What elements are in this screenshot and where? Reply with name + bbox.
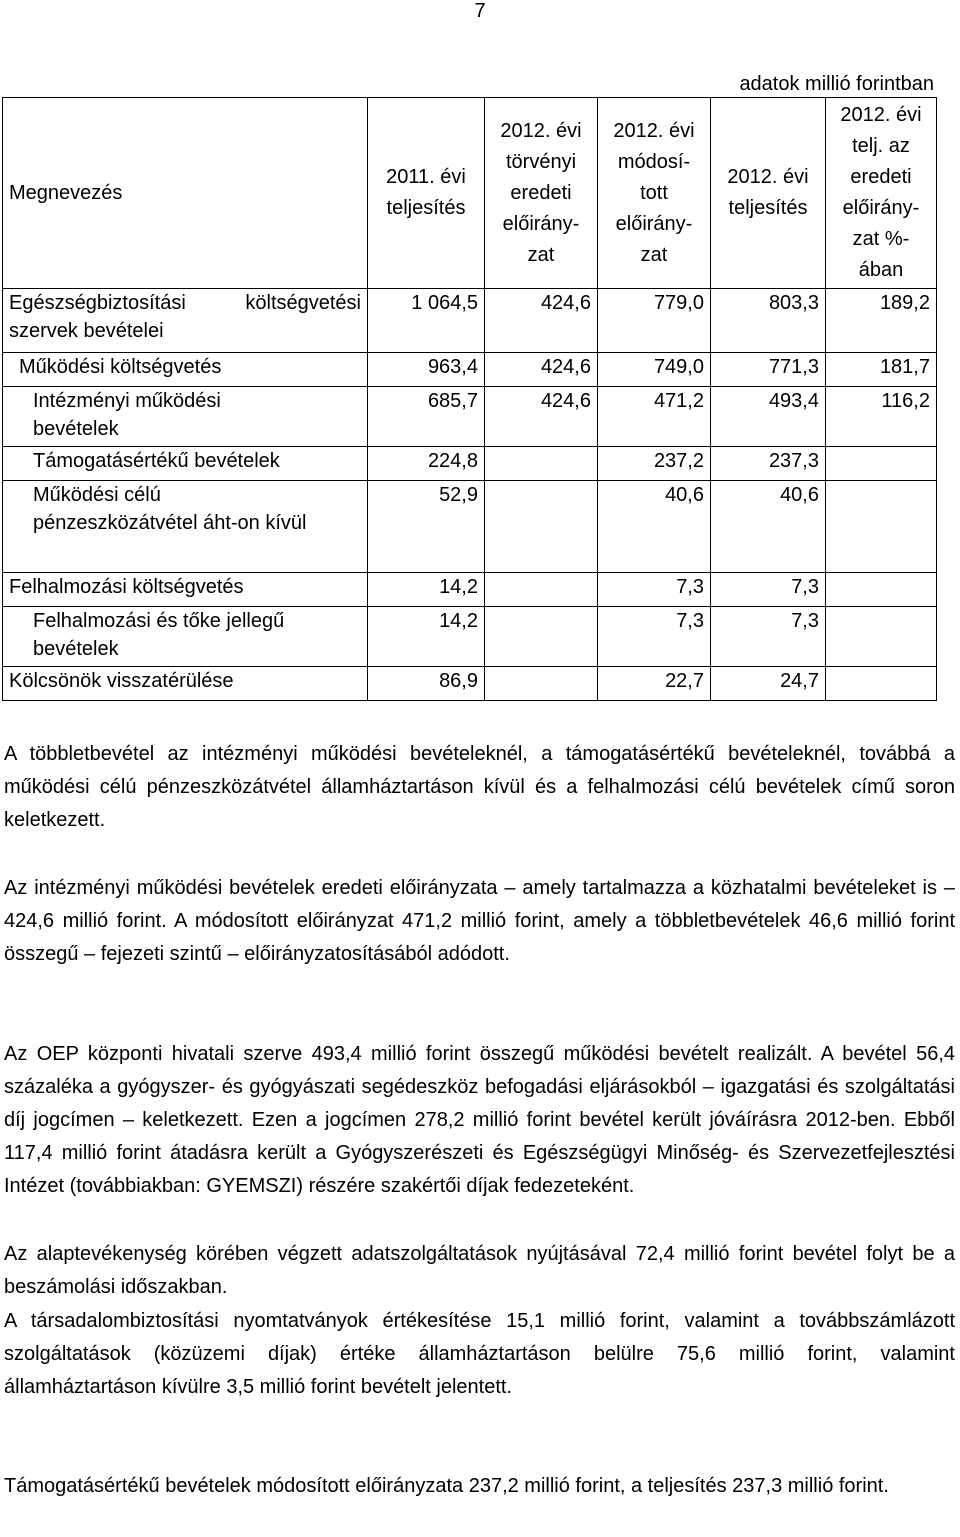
- paragraph-text: Az OEP központi hivatali szerve 493,4 millió forint összegű működési bevételt realizált. A bevétel 56,4 százaléka a gyógyszer- és gyógyászati segédeszköz befogadási eljárásokból – igazgatási és szolgáltatási díj jogcímen – keletkezett. Ezen a jogcímen 278,2 millió forint bevétel került jóváírásra 2012-ben. Ebből 117,4 millió forint átadásra került a Gyógyszerészeti és Egészségügyi Minőség- és Szervezetfejlesztési Intézet (továbbiakban: GYEMSZI) részére szakértői díjak fedezeteként.: [4, 1043, 955, 1197]
- cell-eredeti: [485, 573, 598, 607]
- header-szazalek: 2012. évi telj. az eredeti előirány-zat %-ában: [826, 98, 937, 289]
- cell-szazalek: 181,7: [826, 353, 937, 387]
- header-megnevezes: Megnevezés: [3, 98, 368, 289]
- table-row: [3, 447, 937, 481]
- row-label: Működési költségvetés: [3, 353, 368, 387]
- cell-eredeti: [485, 447, 598, 481]
- cell-szazalek: [826, 667, 937, 701]
- cell-teljesites: 803,3: [711, 289, 826, 353]
- table-row: [3, 481, 937, 573]
- cell-szazalek: [826, 481, 937, 573]
- header-2011-teljesites: 2011. évi teljesítés: [368, 98, 485, 289]
- header-2012-eredeti: 2012. évi törvényi eredeti előirány-zat: [485, 98, 598, 289]
- table-row: [3, 353, 937, 387]
- cell-teljesites: 24,7: [711, 667, 826, 701]
- row-label: Felhalmozási költségvetés: [3, 573, 368, 607]
- row-label: Működési célú pénzeszközátvétel áht-on kívül: [3, 481, 368, 573]
- paragraph-3: [4, 1038, 955, 1203]
- cell-eredeti: [485, 667, 598, 701]
- cell-szazalek: [826, 447, 937, 481]
- cell-teljesites: 40,6: [711, 481, 826, 573]
- cell-2011: 86,9: [368, 667, 485, 701]
- cell-2011: 224,8: [368, 447, 485, 481]
- cell-2011: 14,2: [368, 607, 485, 667]
- unit-note: adatok millió forintban: [739, 73, 934, 95]
- paragraph-text: A többletbevétel az intézményi működési bevételeknél, a támogatásértékű bevételeknél, továbbá a működési célú pénzeszközátvétel államháztartáson kívül és a felhalmozási célú bevételek című soron keletkezett.: [4, 743, 955, 831]
- cell-modositott: 749,0: [598, 353, 711, 387]
- cell-2011: 963,4: [368, 353, 485, 387]
- table-header-row: [3, 98, 937, 289]
- cell-modositott: 22,7: [598, 667, 711, 701]
- cell-eredeti: 424,6: [485, 353, 598, 387]
- cell-modositott: 7,3: [598, 573, 711, 607]
- paragraph-5: [4, 1305, 955, 1404]
- cell-szazalek: 116,2: [826, 387, 937, 447]
- table-row: [3, 667, 937, 701]
- paragraph-text: Az alaptevékenység körében végzett adatszolgáltatások nyújtásával 72,4 millió forint bevétel folyt be a beszámolási időszakban.: [4, 1243, 955, 1298]
- cell-2011: 685,7: [368, 387, 485, 447]
- cell-eredeti: 424,6: [485, 289, 598, 353]
- cell-modositott: 40,6: [598, 481, 711, 573]
- header-2012-modositott: 2012. évi módosí-tott előirány-zat: [598, 98, 711, 289]
- cell-2011: 14,2: [368, 573, 485, 607]
- budget-table: [2, 97, 937, 701]
- cell-modositott: 779,0: [598, 289, 711, 353]
- row-label: Támogatásértékű bevételek: [3, 447, 368, 481]
- header-2012-teljesites: 2012. évi teljesítés: [711, 98, 826, 289]
- cell-2011: 52,9: [368, 481, 485, 573]
- page-number: 7: [474, 0, 486, 22]
- cell-eredeti: [485, 607, 598, 667]
- cell-teljesites: 7,3: [711, 573, 826, 607]
- cell-teljesites: 7,3: [711, 607, 826, 667]
- cell-teljesites: 493,4: [711, 387, 826, 447]
- cell-eredeti: [485, 481, 598, 573]
- row-label: Intézményi működési bevételek: [3, 387, 368, 447]
- row-label: Kölcsönök visszatérülése: [3, 667, 368, 701]
- paragraph-text: A társadalombiztosítási nyomtatványok értékesítése 15,1 millió forint, valamint a továbbszámlázott szolgáltatások (közüzemi díjak) értéke államháztartáson belülre 75,6 millió forint, valamint államháztartáson kívülre 3,5 millió forint bevételt jelentett.: [4, 1310, 955, 1398]
- table-row: [3, 289, 937, 353]
- paragraph-6: [4, 1470, 955, 1503]
- paragraph-text: Támogatásértékű bevételek módosított előirányzata 237,2 millió forint, a teljesítés 237,3 millió forint.: [4, 1475, 889, 1497]
- cell-szazalek: [826, 573, 937, 607]
- cell-modositott: 237,2: [598, 447, 711, 481]
- cell-modositott: 471,2: [598, 387, 711, 447]
- paragraph-2: [4, 872, 955, 971]
- cell-modositott: 7,3: [598, 607, 711, 667]
- row-label: Felhalmozási és tőke jellegű bevételek: [3, 607, 368, 667]
- cell-szazalek: 189,2: [826, 289, 937, 353]
- table-row: [3, 387, 937, 447]
- cell-szazalek: [826, 607, 937, 667]
- table-row: [3, 573, 937, 607]
- cell-eredeti: 424,6: [485, 387, 598, 447]
- paragraph-text: Az intézményi működési bevételek eredeti előirányzata – amely tartalmazza a közhatalmi bevételeket is – 424,6 millió forint. A módosított előirányzat 471,2 millió forint, amely a többletbevételek 46,6 millió forint összegű – fejezeti szintű – előirányzatosításából adódott.: [4, 877, 955, 965]
- row-label: Egészségbiztosítási költségvetési szervek bevételei: [3, 289, 368, 353]
- cell-teljesites: 237,3: [711, 447, 826, 481]
- table-row: [3, 607, 937, 667]
- cell-2011: 1 064,5: [368, 289, 485, 353]
- paragraph-4: [4, 1238, 955, 1304]
- cell-teljesites: 771,3: [711, 353, 826, 387]
- paragraph-1: [4, 738, 955, 837]
